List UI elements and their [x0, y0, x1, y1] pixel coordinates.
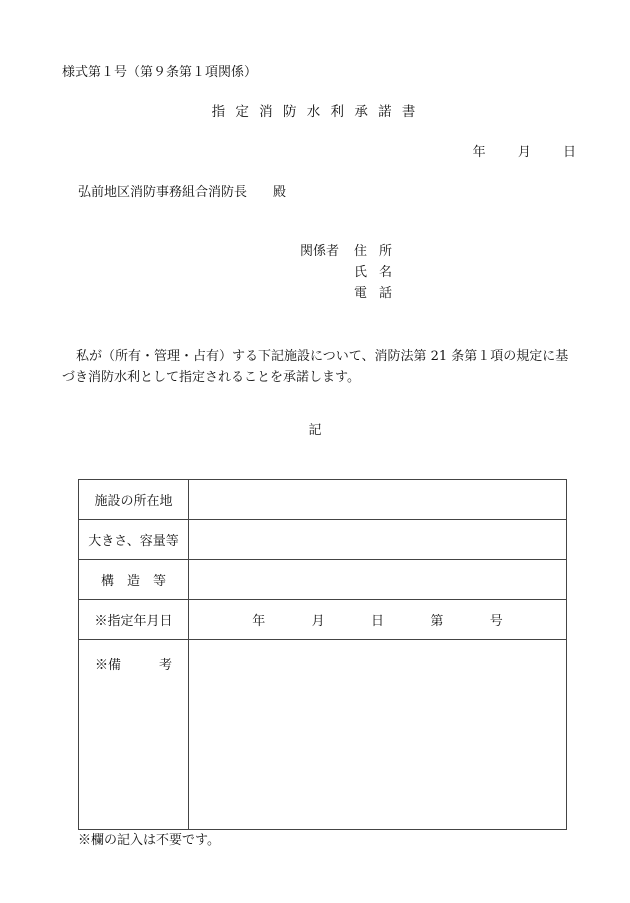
- table-row: [79, 560, 567, 600]
- facility-table: [78, 479, 567, 830]
- table-row: [79, 480, 567, 520]
- consent-text: 私が（所有・管理・占有）する下記施設について、消防法第 21 条第１項の規定に基づき消防水利として指定されることを承諾します。: [62, 349, 569, 385]
- remarks-label-right: 考: [158, 658, 172, 673]
- addressee-honorific: 殿: [273, 185, 287, 200]
- document-title: 指 定 消 防 水 利 承 諾 書: [211, 104, 419, 120]
- designation-date-label: ※指定年月日: [79, 600, 189, 640]
- remarks-label-left: ※備: [95, 658, 122, 673]
- party-phone-label: 電話: [354, 286, 405, 301]
- designation-number-prefix: 第: [430, 614, 444, 629]
- date-year-label: 年: [472, 145, 486, 160]
- table-row: [79, 600, 567, 640]
- date-day-label: 日: [562, 145, 576, 160]
- date-line: [445, 146, 576, 159]
- table-row: [79, 520, 567, 560]
- form-number: 様式第１号（第９条第１項関係）: [62, 65, 258, 80]
- party-address-label: 住所: [354, 244, 405, 259]
- remarks-label: [79, 640, 189, 830]
- table-row: [79, 640, 567, 830]
- addressee: [78, 186, 286, 199]
- designation-month: 月: [311, 614, 325, 629]
- party-role: 関係者: [300, 244, 340, 259]
- addressee-name: 弘前地区消防事務組合消防長: [78, 185, 248, 200]
- footnote: ※欄の記入は不要です。: [78, 833, 220, 848]
- remarks-cell: [189, 640, 567, 830]
- designation-day: 日: [370, 614, 384, 629]
- facility-structure-label: 構 造 等: [79, 560, 189, 600]
- facility-location-cell: [189, 480, 567, 520]
- facility-location-label: 施設の所在地: [79, 480, 189, 520]
- date-month-label: 月: [517, 145, 531, 160]
- facility-size-label: 大きさ、容量等: [79, 520, 189, 560]
- party-block: [300, 244, 405, 308]
- facility-structure-cell: [189, 560, 567, 600]
- designation-number-suffix: 号: [489, 614, 503, 629]
- designation-date-cell: [189, 600, 567, 640]
- facility-size-cell: [189, 520, 567, 560]
- designation-year: 年: [252, 614, 266, 629]
- ki-heading: 記: [308, 423, 322, 438]
- party-name-label: 氏名: [354, 265, 405, 280]
